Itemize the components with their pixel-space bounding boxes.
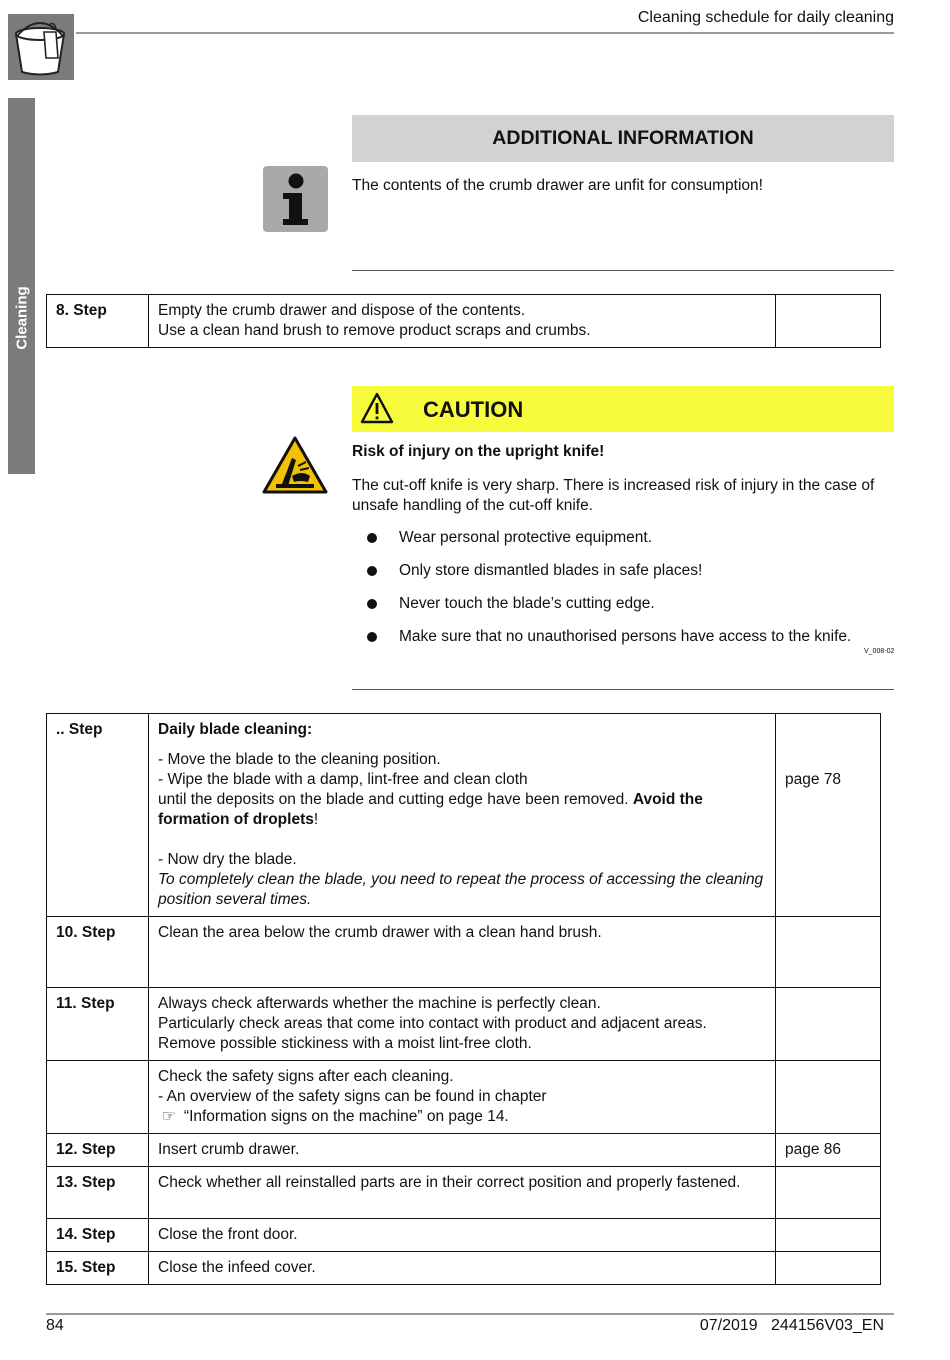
list-item: Wear personal protective equipment. [352,528,897,561]
step-description [149,988,776,1061]
footer-divider [46,1313,894,1315]
document-id: 07/2019 244156V03_EN [699,1317,884,1334]
step-line: - Now dry the blade. [158,851,297,868]
step-line: Particularly check areas that come into contact with product and adjacent areas. [158,1015,707,1032]
table-row [47,917,881,988]
step-number [47,1061,149,1134]
step-number: 12. Step [47,1134,149,1167]
step-description: Clean the area below the crumb drawer with a clean hand brush. [149,917,776,988]
info-text: The contents of the crumb drawer are unfit for consumption! [352,177,763,194]
info-heading: ADDITIONAL INFORMATION [352,115,894,162]
cross-reference-link[interactable]: “Information signs on the machine” on page 14. [183,1108,509,1125]
step-reference: page 86 [776,1134,881,1167]
step-description [149,295,776,348]
step-line: Empty the crumb drawer and dispose of the contents. [158,302,526,319]
step-reference [776,988,881,1061]
step8-table [46,294,881,348]
table-row [47,295,881,348]
step-line [158,790,766,830]
table-row [47,1134,881,1167]
section-tab-label: Cleaning [13,286,30,350]
table-row [47,1061,881,1134]
step-title: Daily blade cleaning: [158,721,313,738]
step-description: Close the front door. [149,1219,776,1252]
step-number: 10. Step [47,917,149,988]
table-row [47,988,881,1061]
caution-heading: CAUTION [423,397,524,422]
spacer [158,830,766,850]
caution-divider [352,689,894,690]
step-line: Remove possible stickiness with a moist lint-free cloth. [158,1035,532,1052]
table-row [47,1167,881,1219]
knife-hazard-icon [262,436,328,495]
step-text: ! [313,811,319,828]
list-item: Only store dismantled blades in safe places! [352,561,897,594]
step-reference [776,1167,881,1219]
step-description [149,714,776,917]
info-icon [263,166,328,232]
step-number: 13. Step [47,1167,149,1219]
step-reference [776,295,881,348]
step-number: 14. Step [47,1219,149,1252]
table-row [47,714,881,917]
step-line: - An overview of the safety signs can be found in chapter [158,1088,547,1105]
section-tab [8,98,35,474]
steps-table [46,713,881,1285]
info-divider [352,270,894,271]
cleaning-bucket-icon [8,14,74,80]
list-item: Make sure that no unauthorised persons have access to the knife. [352,627,897,660]
step-emphasis: Avoid the formation of droplets [158,791,703,828]
step-reference [776,917,881,988]
table-row [47,1252,881,1285]
table-row [47,1219,881,1252]
step-line: - Wipe the blade with a damp, lint-free and clean cloth [158,771,528,788]
header-divider [76,32,894,34]
step-description: Check whether all reinstalled parts are in their correct position and properly fastened. [149,1167,776,1219]
step-reference [776,1252,881,1285]
caution-code: V_008-02 [864,648,895,655]
step-reference [776,1061,881,1134]
step-text: until the deposits on the blade and cutting edge have been removed. [158,791,633,808]
page-number: 84 [46,1317,64,1334]
step-reference [776,1219,881,1252]
pointer-hand-icon: ☞ [162,1108,176,1125]
list-item: Never touch the blade’s cutting edge. [352,594,897,627]
caution-subtitle: Risk of injury on the upright knife! [352,443,605,460]
step-number: 15. Step [47,1252,149,1285]
step-line: Use a clean hand brush to remove product scraps and crumbs. [158,322,591,339]
step-number: 11. Step [47,988,149,1061]
step-number: .. Step [47,714,149,917]
step-line: Always check afterwards whether the machine is perfectly clean. [158,995,601,1012]
step-line: - Move the blade to the cleaning position. [158,751,441,768]
caution-banner [352,386,894,432]
warning-triangle-icon [360,392,394,424]
step-description [149,1061,776,1134]
caution-list [352,528,897,660]
step-description: Close the infeed cover. [149,1252,776,1285]
caution-description: The cut-off knife is very sharp. There is increased risk of injury in the case of unsafe handling of the cut-off knife. [352,477,875,514]
step-number: 8. Step [47,295,149,348]
page-title: Cleaning schedule for daily cleaning [637,9,894,26]
step-note: To completely clean the blade, you need to repeat the process of accessing the cleaning position several times. [158,871,764,908]
step-description: Insert crumb drawer. [149,1134,776,1167]
step-reference: page 78 [776,714,881,917]
step-line: Check the safety signs after each cleaning. [158,1068,454,1085]
step-line [158,1107,766,1127]
